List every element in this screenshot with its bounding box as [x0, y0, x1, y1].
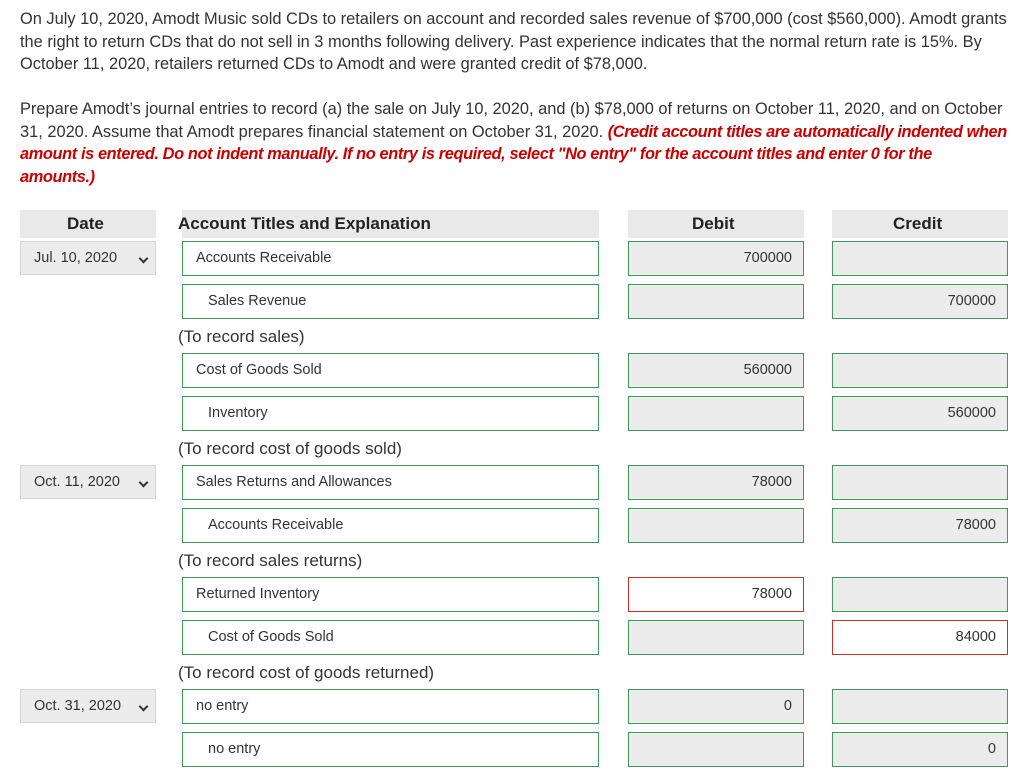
credit-input[interactable]: [832, 577, 1008, 612]
credit-input[interactable]: 700000: [832, 284, 1008, 319]
debit-input[interactable]: [628, 508, 804, 543]
debit-input[interactable]: [628, 620, 804, 655]
credit-input[interactable]: 560000: [832, 396, 1008, 431]
entry-explanation: (To record sales returns): [178, 551, 363, 570]
chevron-down-icon: [139, 254, 149, 264]
date-select-value: Jul. 10, 2020: [34, 250, 118, 266]
account-title-input[interactable]: Sales Revenue: [182, 284, 599, 319]
problem-instructions: [20, 98, 1010, 188]
account-title-input[interactable]: no entry: [182, 732, 599, 767]
account-title-input[interactable]: Sales Returns and Allowances: [182, 465, 599, 500]
entry-explanation: (To record cost of goods sold): [178, 439, 402, 458]
debit-input[interactable]: 78000: [628, 465, 804, 500]
date-select-value: Oct. 31, 2020: [34, 698, 122, 714]
entry-explanation: (To record cost of goods returned): [178, 663, 435, 682]
credit-input[interactable]: [832, 465, 1008, 500]
account-title-input[interactable]: Cost of Goods Sold: [182, 353, 599, 388]
debit-input[interactable]: 78000: [628, 577, 804, 612]
date-select[interactable]: [20, 689, 156, 723]
account-header: Account Titles and Explanation: [178, 214, 431, 233]
debit-input[interactable]: [628, 396, 804, 431]
credit-input[interactable]: [832, 689, 1008, 724]
account-title-input[interactable]: Inventory: [182, 396, 599, 431]
debit-input[interactable]: 0: [628, 689, 804, 724]
account-title-input[interactable]: no entry: [182, 689, 599, 724]
debit-input[interactable]: [628, 284, 804, 319]
credit-input[interactable]: [832, 241, 1008, 276]
instructions-text: Prepare Amodt’s journal entries to record (a) the sale on July 10, 2020, and (b) $78,000 of returns on October 11, 2020, and on October 31, 2020. Assume that Amodt prepares financial statement on October 31, 2020.: [20, 100, 1003, 141]
account-title-input[interactable]: Accounts Receivable: [182, 241, 599, 276]
account-title-input[interactable]: Accounts Receivable: [182, 508, 599, 543]
debit-header: Debit: [692, 214, 735, 233]
date-select-value: Oct. 11, 2020: [34, 474, 120, 490]
date-header: Date: [67, 214, 104, 233]
debit-input[interactable]: 700000: [628, 241, 804, 276]
instruction-note: (Credit account titles are automatically indented when amount is entered. Do not indent manually. If no entry is required, select "No entry" for the account titles and enter 0 for the amounts.): [20, 122, 1007, 186]
credit-input[interactable]: 84000: [832, 620, 1008, 655]
credit-input[interactable]: [832, 353, 1008, 388]
debit-input[interactable]: [628, 732, 804, 767]
account-title-input[interactable]: Cost of Goods Sold: [182, 620, 599, 655]
credit-input[interactable]: 0: [832, 732, 1008, 767]
debit-input[interactable]: 560000: [628, 353, 804, 388]
credit-input[interactable]: 78000: [832, 508, 1008, 543]
credit-header: Credit: [893, 214, 943, 233]
entry-explanation: (To record sales): [178, 327, 305, 346]
date-select[interactable]: [20, 465, 156, 499]
account-title-input[interactable]: Returned Inventory: [182, 577, 599, 612]
problem-statement: On July 10, 2020, Amodt Music sold CDs to retailers on account and recorded sales revenue of $700,000 (cost $560,000). Amodt grants the right to return CDs that do not sell in 3 months following delivery. Past experience indicates that the normal return rate is 15%. By October 11, 2020, retailers returned CDs to Amodt and were granted credit of $78,000.: [20, 10, 1007, 73]
chevron-down-icon: [139, 702, 149, 712]
date-select[interactable]: [20, 241, 156, 275]
chevron-down-icon: [139, 478, 149, 488]
